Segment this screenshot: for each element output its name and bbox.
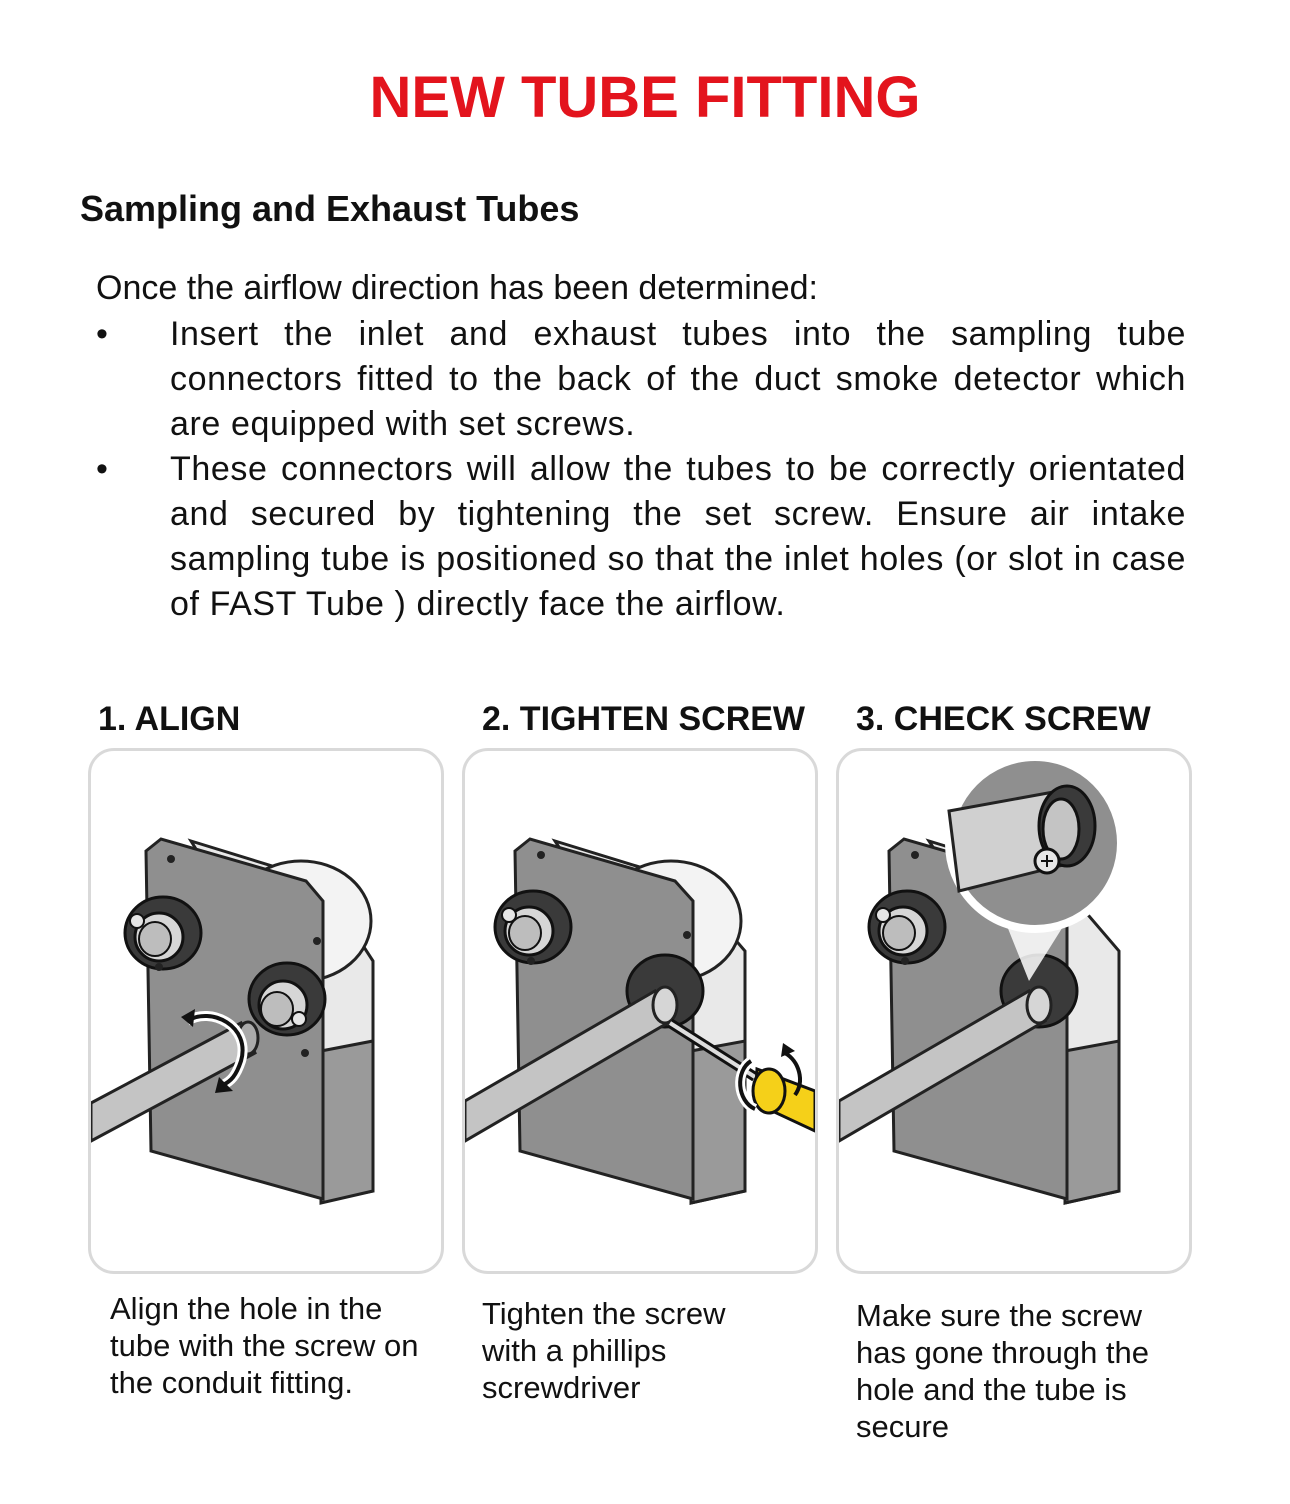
step-2-illustration-panel	[462, 748, 818, 1274]
bullet-mark: •	[96, 450, 109, 488]
intro-text: Once the airflow direction has been determined:	[96, 269, 818, 307]
step-1-illustration-panel	[88, 748, 444, 1274]
step-2-title: 2. TIGHTEN SCREW	[482, 700, 806, 738]
bullet-item	[96, 312, 1186, 447]
step-3-caption: Make sure the screw has gone through the hole and the tube is secure	[856, 1298, 1150, 1444]
bullet-text: Insert the inlet and exhaust tubes into the sampling tube connectors fitted to the back of the duct smoke detector which are equipped with set screws.	[170, 315, 1186, 443]
bullet-mark: •	[96, 315, 109, 353]
bullet-text: These connectors will allow the tubes to be correctly orientated and secured by tightening the set screw. Ensure air intake sampling tube is positioned so that the inlet holes (or slot in case of FAST Tube ) directly face the airflow.	[170, 450, 1186, 623]
page-title: NEW TUBE FITTING	[369, 65, 921, 130]
step-2-caption: Tighten the screw with a phillips screwdriver	[482, 1296, 726, 1405]
bullet-list	[96, 312, 1186, 627]
section-subtitle: Sampling and Exhaust Tubes	[80, 188, 580, 229]
step-3-title: 3. CHECK SCREW	[856, 700, 1151, 738]
magnifier-icon	[839, 751, 1189, 1271]
step-1-caption: Align the hole in the tube with the screw on the conduit fitting.	[110, 1291, 419, 1400]
rotate-tube-icon	[91, 751, 441, 1271]
screwdriver-icon	[465, 751, 815, 1271]
step-1-title: 1. ALIGN	[98, 700, 241, 738]
step-3-illustration-panel	[836, 748, 1192, 1274]
bullet-item	[96, 447, 1186, 627]
